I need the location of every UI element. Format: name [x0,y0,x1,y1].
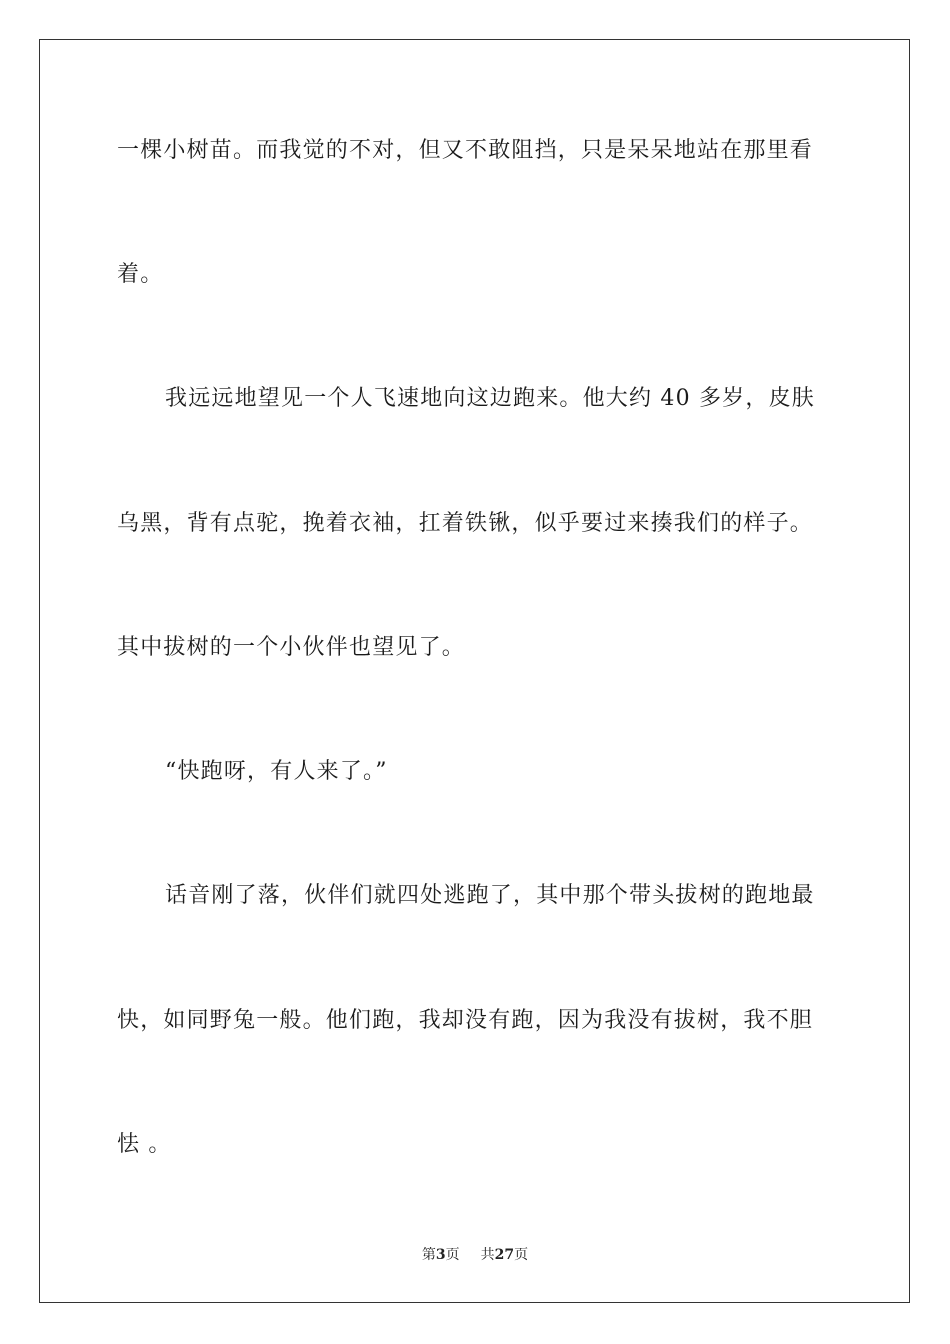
footer-page-prefix: 第 [421,1247,436,1263]
paragraph-line-1: 一棵小树苗。而我觉的不对，但又不敢阻挡，只是呆呆地站在那里看 [117,138,814,163]
footer-total-pages: 27 [494,1247,515,1263]
paragraph-line-3: 我远远地望见一个人飞速地向这边跑来。他大约 40 多岁，皮肤 [165,386,815,411]
footer-total-suffix: 页 [514,1247,529,1263]
page-border [39,39,910,1303]
footer-total-prefix: 共 [480,1247,495,1263]
page-footer [0,1245,950,1265]
footer-current-page: 3 [435,1247,446,1263]
paragraph-line-6: “快跑呀，有人来了。” [165,759,388,784]
paragraph-line-2: 着。 [117,262,164,287]
footer-page-suffix: 页 [445,1247,460,1263]
paragraph-line-5: 其中拔树的一个小伙伴也望见了。 [117,635,466,660]
paragraph-line-4: 乌黑，背有点驼，挽着衣袖，扛着铁锹，似乎要过来揍我们的样子。 [117,511,814,536]
paragraph-line-7: 话音刚了落，伙伴们就四处逃跑了，其中那个带头拔树的跑地最 [165,883,815,908]
paragraph-line-8: 快，如同野兔一般。他们跑，我却没有跑，因为我没有拔树，我不胆 [117,1008,814,1033]
paragraph-line-9: 怯 。 [117,1132,172,1157]
